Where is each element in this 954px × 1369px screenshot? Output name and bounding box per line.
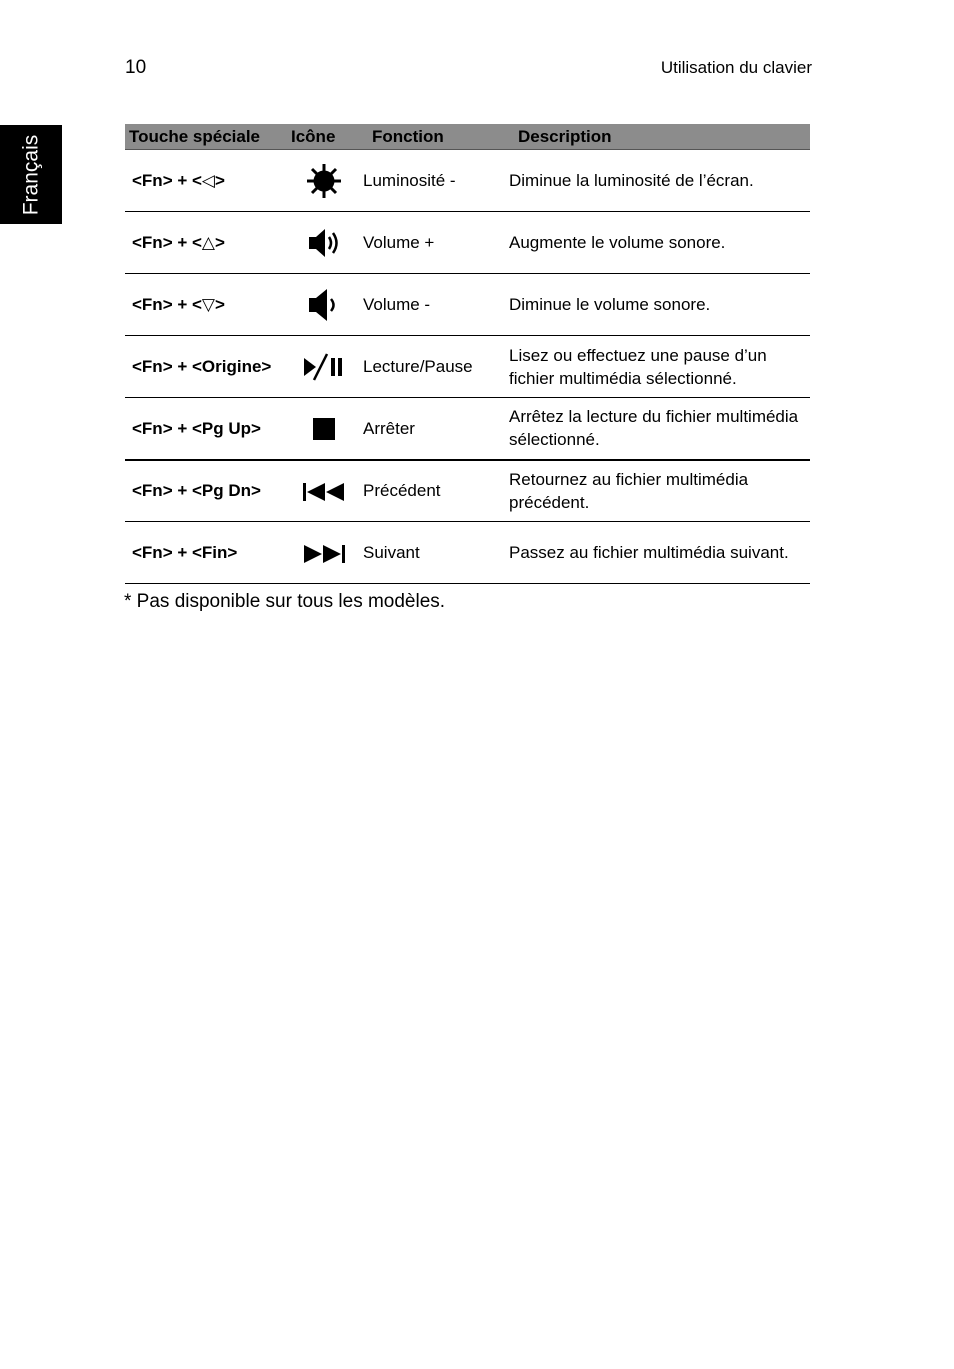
key-combo: <Fn> + <▽> [125,274,287,336]
play-pause-icon [303,353,345,381]
key-combo: <Fn> + <Fin> [125,522,287,584]
function-description: Diminue la luminosité de l’écran. [506,150,810,212]
function-name: Arrêter [361,398,506,460]
table-row [125,398,810,460]
function-name: Suivant [361,522,506,584]
function-description: Arrêtez la lecture du fichier multimédia sélectionné. [506,398,810,460]
column-header-key: Touche spéciale [125,124,287,150]
previous-icon [302,482,346,502]
table-row [125,212,810,274]
column-header-description: Description [506,124,810,150]
column-header-icon: Icône [287,124,361,150]
column-header-function: Fonction [361,124,506,150]
function-name: Volume + [361,212,506,274]
function-name: Lecture/Pause [361,336,506,398]
next-icon [302,544,346,564]
stop-icon [312,417,336,441]
table-header-row [125,124,810,150]
table-row [125,522,810,584]
language-tab-label: Français [19,134,42,215]
function-description: Augmente le volume sonore. [506,212,810,274]
running-title: Utilisation du clavier [660,58,812,77]
language-tab [0,125,62,224]
function-name: Précédent [361,460,506,522]
key-combo: <Fn> + <△> [125,212,287,274]
key-combo: <Fn> + <◁> [125,150,287,212]
key-combo: <Fn> + <Pg Up> [125,398,287,460]
function-description: Retournez au fichier multimédia précédent. [506,460,810,522]
volume-up-icon [307,228,341,258]
function-description: Lisez ou effectuez une pause d’un fichier multimédia sélectionné. [506,336,810,398]
table-row [125,336,810,398]
key-combo: <Fn> + <Origine> [125,336,287,398]
function-description: Diminue le volume sonore. [506,274,810,336]
key-combo: <Fn> + <Pg Dn> [125,460,287,522]
brightness-icon [306,163,342,199]
table-row [125,274,810,336]
table-row [125,150,810,212]
special-keys-table [125,124,810,584]
function-name: Volume - [361,274,506,336]
page-number: 10 [125,57,147,78]
table-row [125,460,810,522]
function-description: Passez au fichier multimédia suivant. [506,522,810,584]
volume-down-icon [307,288,341,322]
function-name: Luminosité - [361,150,506,212]
footnote: * Pas disponible sur tous les modèles. [124,591,446,612]
